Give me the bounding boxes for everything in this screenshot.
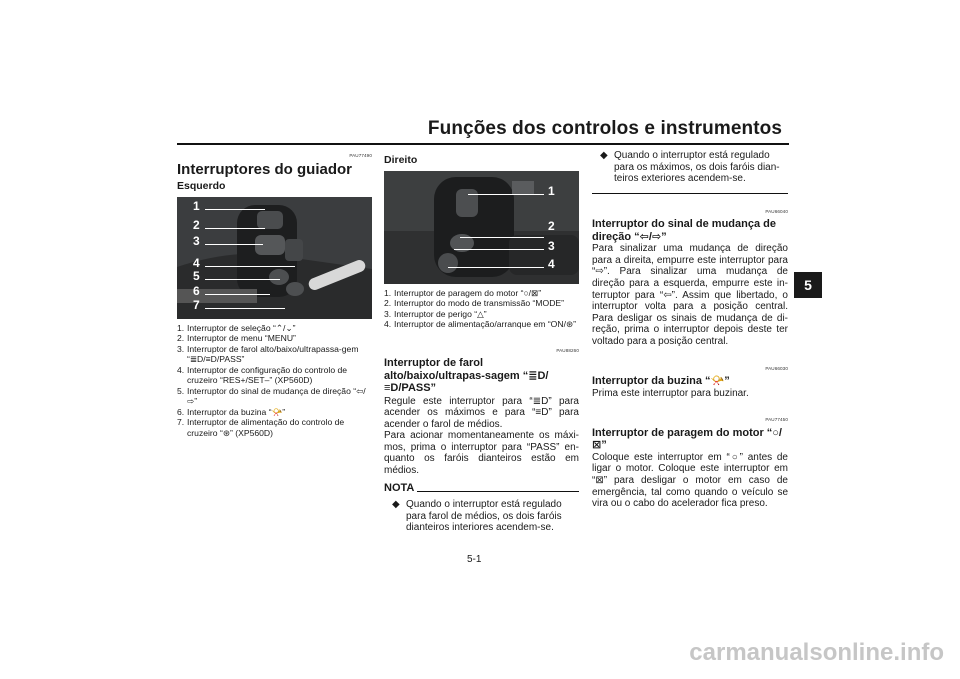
nota-bullet: ◆ Quando o interruptor está regulado para farol de médios, os dois faróis dianteiros interiores acendem-se. bbox=[384, 499, 579, 534]
subheading-right: Direito bbox=[384, 154, 418, 166]
section-heading: Interruptor da buzina “📯” bbox=[592, 375, 730, 388]
left-handlebar-illustration bbox=[177, 197, 372, 319]
callout-4: 4 bbox=[548, 256, 555, 271]
section-code: PAU77490 bbox=[349, 153, 372, 158]
right-switch-photo bbox=[384, 171, 579, 284]
list-item: 7. Interruptor de alimentação do controlo de cruzeiro “⊛” (XP560D) bbox=[177, 417, 345, 438]
list-item: 1. Interruptor de paragem do motor “○/⊠” bbox=[384, 287, 542, 298]
section-code: PAU66040 bbox=[765, 208, 788, 214]
callout-2: 2 bbox=[548, 218, 555, 233]
section-heading: Interruptor de paragem do motor “○/⊠” bbox=[592, 426, 782, 452]
leader-line bbox=[205, 294, 270, 295]
nota-rule bbox=[417, 491, 579, 492]
callout-4: 4 bbox=[193, 255, 200, 270]
nota-label: NOTA bbox=[384, 481, 415, 494]
title-rule bbox=[177, 143, 789, 145]
list-item: 2. Interruptor do modo de transmissão “MODE” bbox=[384, 298, 565, 308]
right-column bbox=[592, 150, 788, 510]
paragraph: Regule este interruptor para “≣D” para acender os máximos e para “≡D” para acender o farol de médios. bbox=[384, 395, 579, 430]
list-item: 3. Interruptor de farol alto/baixo/ultrapassa-gem “≣D/≡D/PASS” bbox=[177, 343, 359, 364]
leader-line bbox=[205, 308, 285, 309]
list-item: 1. Interruptor de seleção “⌃/⌄” bbox=[177, 322, 296, 333]
list-item: 6. Interruptor da buzina “📯” bbox=[177, 406, 286, 417]
callout-1: 1 bbox=[548, 183, 555, 198]
middle-column bbox=[384, 150, 579, 534]
page-title: Funções dos controlos e instrumentos bbox=[427, 118, 782, 139]
callout-6: 6 bbox=[193, 283, 200, 298]
callout-7: 7 bbox=[193, 297, 200, 312]
left-switch-photo bbox=[177, 197, 372, 319]
leader-line bbox=[205, 209, 265, 210]
list-item: 3. Interruptor de perigo “△” bbox=[384, 308, 487, 319]
nota-bullet: ◆ Quando o interruptor está regulado para os máximos, os dois faróis dian-teiros exteriores acendem-se. bbox=[592, 150, 788, 185]
callout-2: 2 bbox=[193, 217, 200, 232]
section-heading: Interruptor de farol alto/baixo/ultrapas-sagem “≣D/≡D/PASS” bbox=[384, 357, 549, 394]
section-code: PAU88260 bbox=[556, 347, 579, 353]
paragraph: Para sinalizar uma mudança de direção para a direita, empurre este interruptor para “⇨”. Para sinalizar uma mudança de direção para a esquerda, empurre este in-terruptor para “⇦”. Assim que libertado, o interruptor volta para a posição central. Para desligar os sinais de mudança de di-reção, prima o interruptor depois deste ter voltado para a posição central. bbox=[592, 243, 788, 348]
leader-line bbox=[454, 249, 544, 250]
list-item: 5. Interruptor do sinal de mudança de direção “⇦/⇨” bbox=[177, 385, 366, 406]
paragraph: Prima este interruptor para buzinar. bbox=[592, 387, 749, 399]
chapter-tab[interactable]: 5 bbox=[794, 272, 822, 298]
callout-3: 3 bbox=[193, 233, 200, 248]
paragraph: Para acionar momentaneamente os máxi-mos, prima o interruptor para “PASS” en-quanto os faróis dianteiros estão em médios. bbox=[384, 430, 579, 477]
page-number: 5-1 bbox=[467, 554, 482, 565]
leader-line bbox=[448, 267, 544, 268]
left-column bbox=[177, 150, 372, 438]
callout-5: 5 bbox=[193, 268, 200, 283]
subheading-left: Esquerdo bbox=[177, 180, 226, 192]
leader-line bbox=[460, 237, 544, 238]
nota-end-rule bbox=[592, 193, 788, 194]
bullet-icon: ◆ bbox=[392, 499, 400, 511]
list-item: 4. Interruptor de configuração do controlo de cruzeiro “RES+/SET–” (XP560D) bbox=[177, 364, 348, 385]
callout-3: 3 bbox=[548, 238, 555, 253]
leader-line bbox=[468, 194, 544, 195]
list-item: 4. Interruptor de alimentação/arranque em “ON/⊛” bbox=[384, 319, 577, 329]
section-heading: Interruptor do sinal de mudança de direção “⇦/⇨” bbox=[592, 218, 776, 243]
list-item: 2. Interruptor de menu “MENU” bbox=[177, 333, 296, 343]
section-code: PAU66030 bbox=[765, 365, 788, 371]
bullet-icon: ◆ bbox=[600, 150, 608, 161]
left-items-list bbox=[177, 323, 372, 439]
section-code: PAU77450 bbox=[765, 417, 788, 423]
paragraph: Coloque este interruptor em “○” antes de ligar o motor. Coloque este interruptor em “⊠” para desligar o motor em caso de emergência, tal como quando o veículo se vira ou o cabo do acelerador fica preso. bbox=[592, 451, 788, 510]
leader-line bbox=[205, 266, 295, 267]
section-heading: Interruptores do guiador bbox=[177, 160, 353, 178]
leader-line bbox=[205, 244, 263, 245]
callout-1: 1 bbox=[193, 198, 200, 213]
right-items-list bbox=[384, 288, 579, 330]
leader-line bbox=[205, 228, 265, 229]
leader-line bbox=[205, 279, 280, 280]
watermark: carmanualsonline.info bbox=[689, 639, 944, 666]
nota-header bbox=[384, 483, 579, 495]
